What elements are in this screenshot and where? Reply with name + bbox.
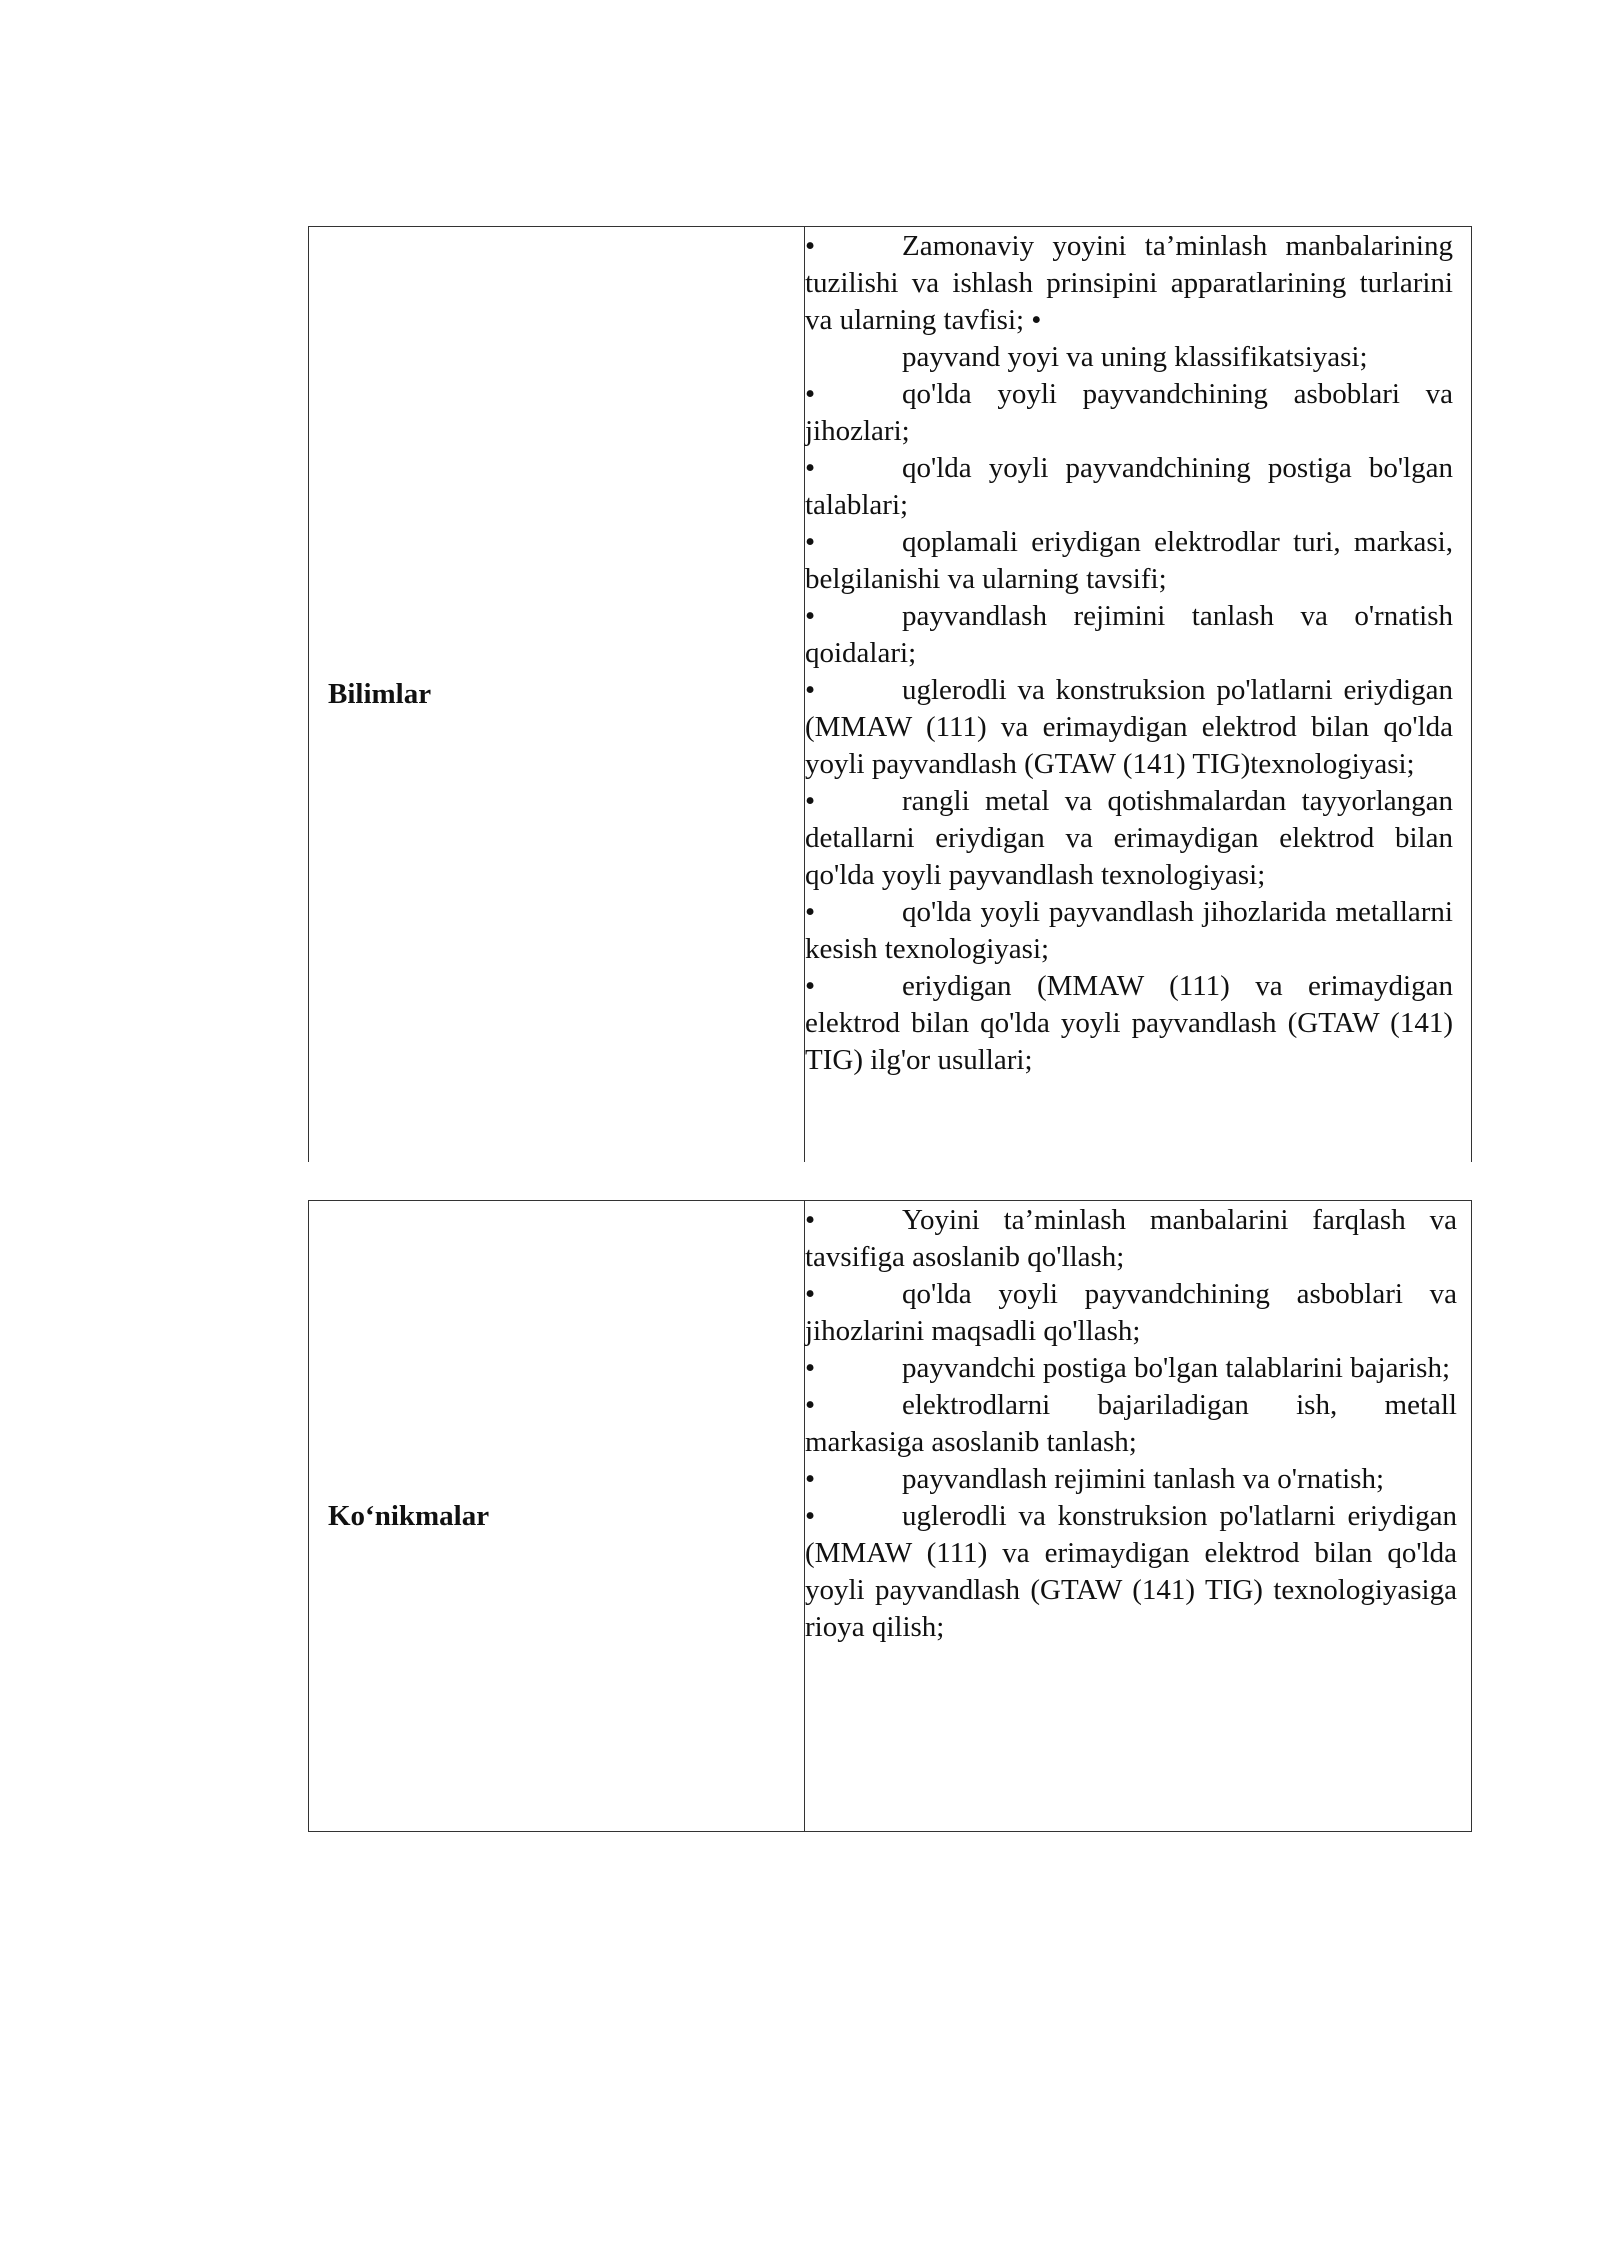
skills-table <box>308 1200 1472 1832</box>
list-item <box>805 376 1453 450</box>
list-item <box>805 783 1453 894</box>
bullet-icon: • <box>805 1204 816 1236</box>
list-item-text: qo'lda yoyli payvandchining asboblari va jihozlari; <box>805 378 1453 447</box>
list-item <box>805 1350 1457 1387</box>
section-label-konikmalar: Ko‘nikmalar <box>328 1499 490 1532</box>
bullet-icon: • <box>805 230 816 262</box>
bullet-icon: • <box>805 1352 816 1384</box>
bullet-icon: • <box>805 526 816 558</box>
list-item <box>805 598 1453 672</box>
list-item-text: payvandchi postiga bo'lgan talablarini bajarish; <box>902 1352 1451 1384</box>
bullet-icon: • <box>805 600 816 632</box>
list-item <box>805 1202 1457 1276</box>
list-item-text: uglerodli va konstruksion po'latlarni eriydigan (MMAW (111) va erimaydigan elektrod bilan qo'lda yoyli payvandlash (GTAW (141) TIG)texnologiyasi; <box>805 674 1453 780</box>
list-item-text: payvandlash rejimini tanlash va o'rnatish qoidalari; <box>805 600 1453 669</box>
bullet-icon: • <box>805 452 816 484</box>
list-item <box>805 968 1453 1079</box>
knowledge-table <box>308 226 1472 1162</box>
list-item-text: Yoyini ta’minlash manbalarini farqlash va tavsifiga asoslanib qo'llash; <box>805 1204 1457 1273</box>
list-item <box>805 894 1453 968</box>
list-item-text: uglerodli va konstruksion po'latlarni eriydigan (MMAW (111) va erimaydigan elektrod bilan qo'lda yoyli payvandlash (GTAW (141) TIG) texnologiyasiga rioya qilish; <box>805 1500 1457 1643</box>
list-item <box>805 1461 1457 1498</box>
list-item-text: qoplamali eriydigan elektrodlar turi, markasi, belgilanishi va ularning tavsifi; <box>805 526 1453 595</box>
list-item <box>805 1387 1457 1461</box>
list-item <box>805 1498 1457 1646</box>
bullet-icon: • <box>805 1389 816 1421</box>
list-item-text: Zamonaviy yoyini ta’minlash manbalarining tuzilishi va ishlash prinsipini apparatlarining turlarini va ularning tavfisi; • <box>805 230 1453 336</box>
bullet-icon: • <box>805 1463 816 1495</box>
list-item-text: qo'lda yoyli payvandchining postiga bo'lgan talablari; <box>805 452 1453 521</box>
list-item <box>805 450 1453 524</box>
list-item-text: elektrodlarni bajariladigan ish, metall markasiga asoslanib tanlash; <box>805 1389 1457 1458</box>
list-item <box>805 1276 1457 1350</box>
bullet-icon: • <box>805 785 816 817</box>
section-label-bilimlar: Bilimlar <box>328 677 432 710</box>
list-item <box>805 339 1453 376</box>
list-item-text: payvandlash rejimini tanlash va o'rnatish; <box>902 1463 1384 1495</box>
list-item <box>805 672 1453 783</box>
list-item <box>805 524 1453 598</box>
bullet-icon: • <box>805 674 816 706</box>
bullet-icon: • <box>805 896 816 928</box>
bullet-icon: • <box>805 1278 816 1310</box>
bullet-icon: • <box>805 1500 816 1532</box>
skills-list <box>805 1202 1457 1646</box>
bullet-icon: • <box>805 378 816 410</box>
knowledge-list <box>805 228 1453 1079</box>
list-item-text: qo'lda yoyli payvandlash jihozlarida metallarni kesish texnologiyasi; <box>805 896 1453 965</box>
bullet-icon: • <box>805 970 816 1002</box>
list-item-text: payvand yoyi va uning klassifikatsiyasi; <box>902 341 1368 373</box>
list-item-text: rangli metal va qotishmalardan tayyorlangan detallarni eriydigan va erimaydigan elektrod bilan qo'lda yoyli payvandlash texnologiyasi; <box>805 785 1453 891</box>
list-item-text: qo'lda yoyli payvandchining asboblari va jihozlarini maqsadli qo'llash; <box>805 1278 1457 1347</box>
list-item-text: eriydigan (MMAW (111) va erimaydigan elektrod bilan qo'lda yoyli payvandlash (GTAW (141) TIG) ilg'or usullari; <box>805 970 1453 1076</box>
list-item <box>805 228 1453 339</box>
